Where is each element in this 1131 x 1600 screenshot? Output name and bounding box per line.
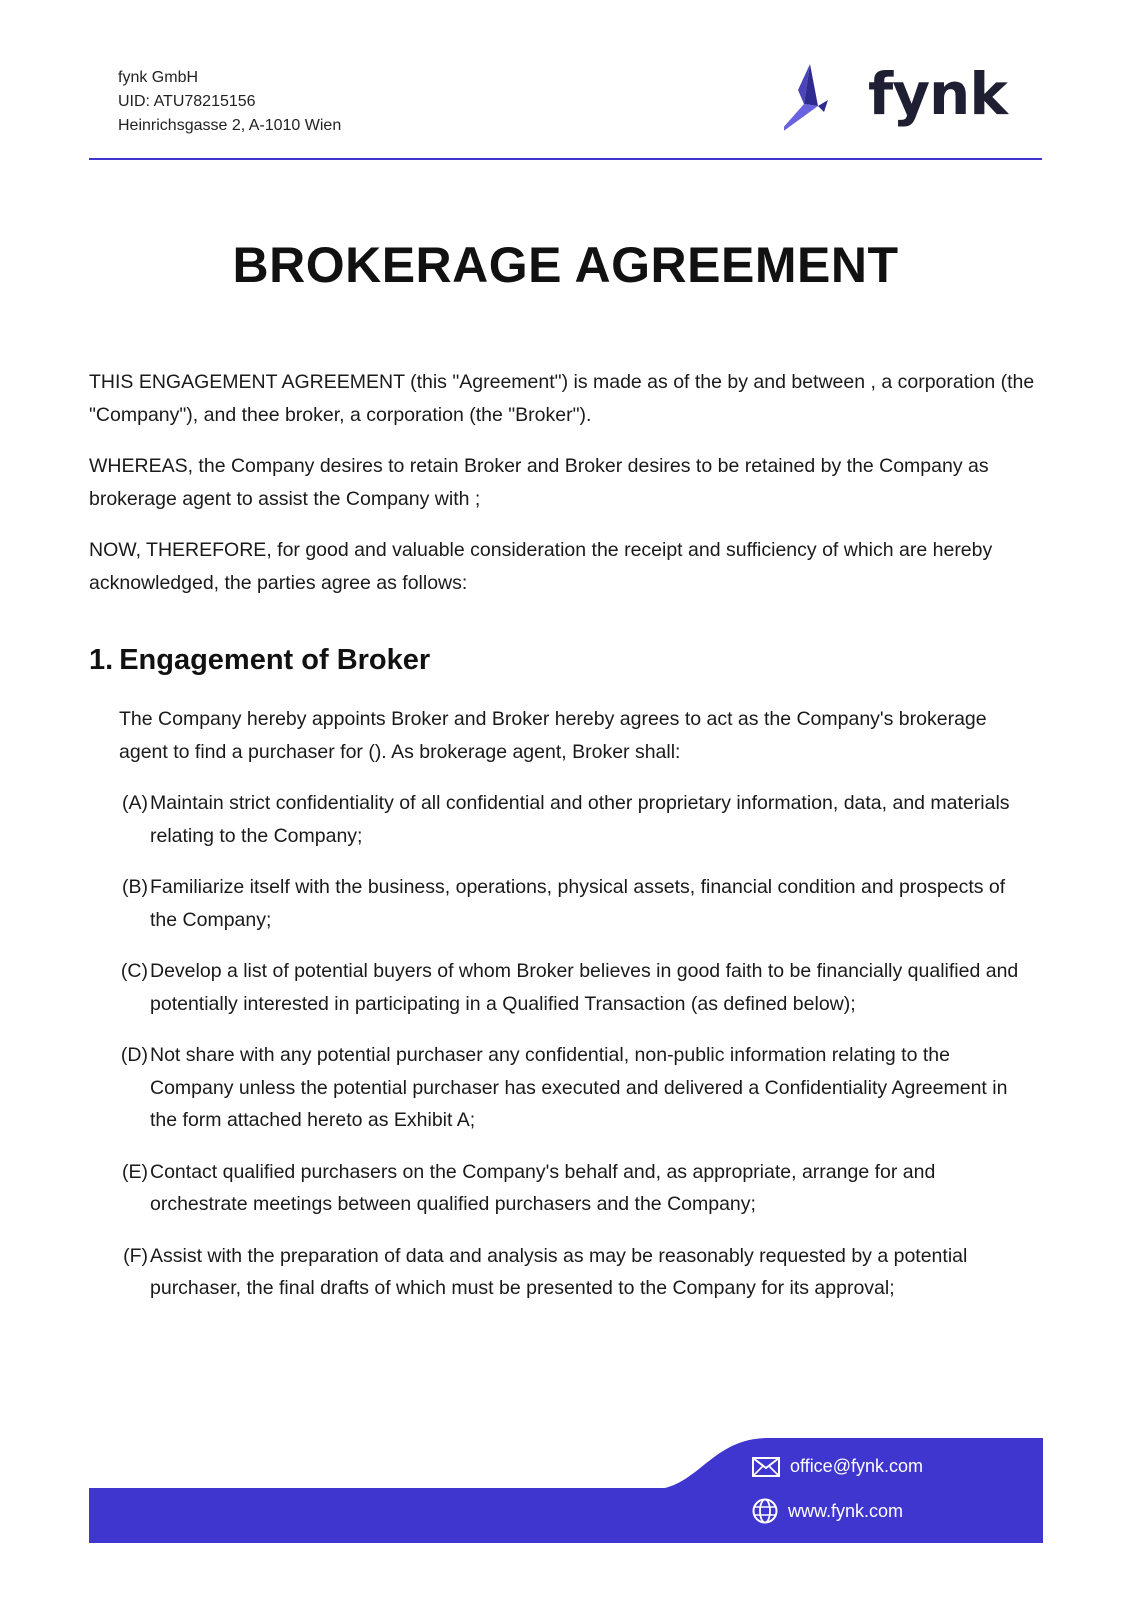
- preamble-paragraph: THIS ENGAGEMENT AGREEMENT (this "Agreement") is made as of the by and between , a corporation (the "Company"), and thee broker, a corporation (the "Broker").: [89, 371, 1035, 426]
- section-heading: [89, 644, 430, 677]
- fynk-logo: [806, 60, 1006, 144]
- therefore-paragraph: NOW, THEREFORE, for good and valuable consideration the receipt and sufficiency of which are hereby acknowledged, the parties agree as follows:: [89, 539, 993, 594]
- website-text: www.fynk.com: [788, 1500, 904, 1521]
- clause-marker: (B): [122, 876, 148, 898]
- clause-item: [110, 1156, 1040, 1221]
- section-intro: The Company hereby appoints Broker and Broker hereby agrees to act as the Company's brokerage agent to find a purchaser for (). As brokerage agent, Broker shall:: [119, 708, 987, 763]
- bird-logo-icon: [784, 60, 850, 144]
- clause-item: [110, 1039, 1040, 1137]
- company-address: Heinrichsgasse 2, A-1010 Wien: [118, 117, 342, 134]
- clause-text: Familiarize itself with the business, operations, physical assets, financial condition and prospects of the Company;: [150, 876, 1006, 931]
- clause-item: [110, 787, 1040, 852]
- email-text: office@fynk.com: [790, 1456, 923, 1476]
- section-number: 1.: [89, 644, 114, 676]
- clause-item: [110, 871, 1040, 936]
- company-uid: UID: ATU78215156: [118, 93, 256, 110]
- company-info: [118, 66, 341, 138]
- footer-website[interactable]: [752, 1498, 903, 1524]
- document-title: BROKERAGE AGREEMENT: [232, 237, 899, 293]
- clause-text: Maintain strict confidentiality of all confidential and other proprietary information, data, and materials relating to the Company;: [150, 792, 1010, 847]
- clause-text: Develop a list of potential buyers of whom Broker believes in good faith to be financially qualified and potentially interested in participating in a Qualified Transaction (as defined below);: [150, 960, 1019, 1015]
- clause-marker: (C): [120, 960, 148, 982]
- globe-icon: [752, 1498, 778, 1524]
- header-divider: [89, 158, 1042, 160]
- logo-wordmark: fynk: [868, 60, 1007, 128]
- footer-email[interactable]: [752, 1456, 923, 1477]
- clause-list: [110, 787, 1040, 1324]
- section-title: Engagement of Broker: [119, 644, 431, 676]
- clause-marker: (F): [123, 1244, 148, 1267]
- company-name: fynk GmbH: [118, 69, 199, 86]
- clause-marker: (D): [120, 1044, 148, 1066]
- whereas-paragraph: WHEREAS, the Company desires to retain Broker and Broker desires to be retained by the Company as brokerage agent to assist the Company with ;: [89, 455, 989, 510]
- clause-text: Assist with the preparation of data and analysis as may be reasonably requested by a potential purchaser, the final drafts of which must be presented to the Company for its approval;: [150, 1244, 968, 1299]
- clause-text: Contact qualified purchasers on the Company's behalf and, as appropriate, arrange for and orchestrate meetings between qualified purchasers and the Company;: [150, 1160, 936, 1215]
- clause-text: Not share with any potential purchaser any confidential, non-public information relating to the Company unless the potential purchaser has executed and delivered a Confidentiality Agreement in the form attached hereto as Exhibit A;: [150, 1044, 1008, 1131]
- clause-item: [110, 1240, 1040, 1305]
- envelope-icon: [752, 1457, 780, 1477]
- clause-item: [110, 955, 1040, 1020]
- clause-marker: (E): [122, 1160, 148, 1183]
- clause-marker: (A): [122, 792, 148, 814]
